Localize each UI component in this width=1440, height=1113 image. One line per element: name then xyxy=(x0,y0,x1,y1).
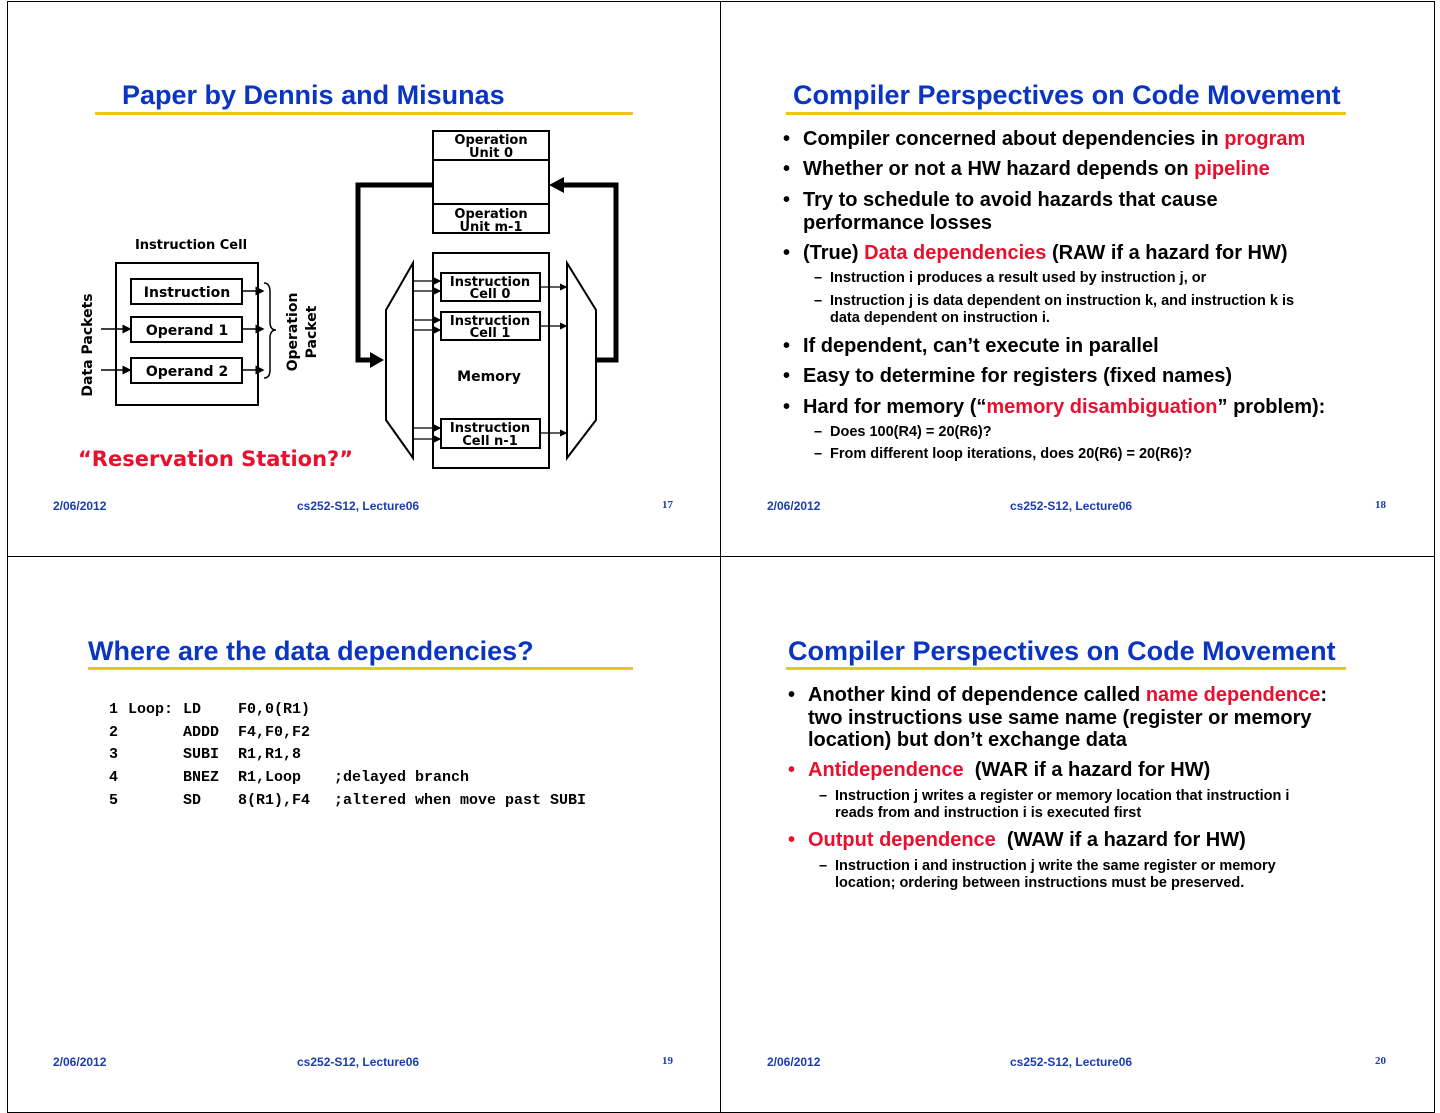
memory-label: Memory xyxy=(457,369,521,385)
sub-bullet: – From different loop iterations, does 20(R6) = 20(R6)? xyxy=(814,446,1193,462)
reservation-station-caption: “Reservation Station?” xyxy=(78,447,354,471)
cell-1-label: Instruction xyxy=(449,314,531,329)
code-operands: 8(R1),F4 xyxy=(238,791,311,809)
title-underline xyxy=(786,112,1346,115)
operation-packet-label: Packet xyxy=(304,305,320,359)
footer-course: cs252-S12, Lecture06 xyxy=(1010,499,1133,513)
op-unit-0-label: Unit 0 xyxy=(468,146,514,161)
footer-date: 2/06/2012 xyxy=(767,499,821,513)
code-opcode: ADDD xyxy=(183,723,220,741)
footer-course: cs252-S12, Lecture06 xyxy=(297,499,420,513)
cell-n1-label: Cell n-1 xyxy=(462,434,518,449)
bullet: • If dependent, can’t execute in parallel xyxy=(783,335,1159,357)
footer-course: cs252-S12, Lecture06 xyxy=(1010,1055,1133,1069)
op-unit-m1-label: Unit m-1 xyxy=(459,220,523,235)
line-number: 2 xyxy=(109,723,119,741)
sub-bullet: – Instruction j writes a register or memory location that instruction i reads from and instruction i is executed first xyxy=(819,788,1290,821)
bullet: • Output dependence (WAW if a hazard for HW) xyxy=(788,829,1246,851)
instruction-cell-label: Instruction Cell xyxy=(134,238,248,253)
line-number: 1 xyxy=(109,701,119,718)
slide-title: Compiler Perspectives on Code Movement xyxy=(788,636,1336,666)
sub-bullet: – Instruction i produces a result used by instruction j, or xyxy=(814,270,1207,286)
dataflow-diagram xyxy=(0,0,720,556)
bullet: • Antidependence (WAR if a hazard for HW) xyxy=(788,759,1211,781)
code-comment: ;altered when move past SUBI xyxy=(334,791,587,809)
feedback-arrow-right xyxy=(562,185,616,360)
operation-packet-label: Operation xyxy=(285,292,301,372)
brace xyxy=(264,283,276,378)
code-opcode: LD xyxy=(183,701,202,718)
right-switch xyxy=(567,263,596,458)
code-opcode: SUBI xyxy=(183,746,220,764)
footer-date: 2/06/2012 xyxy=(53,1055,107,1069)
op-unit-0-label: Operation xyxy=(454,133,528,148)
left-switch xyxy=(386,263,413,458)
sub-bullet: – Does 100(R4) = 20(R6)? xyxy=(814,424,992,440)
code-operands: R1,Loop xyxy=(238,769,302,787)
cell-0-label: Cell 0 xyxy=(469,287,511,302)
code-operands: F4,F0,F2 xyxy=(238,723,311,741)
footer-course: cs252-S12, Lecture06 xyxy=(297,1055,420,1069)
sub-bullet: – Instruction j is data dependent on instruction k, and instruction k is data dependent on instruction i. xyxy=(814,293,1295,326)
bullet: • Try to schedule to avoid hazards that cause performance losses xyxy=(783,189,1218,234)
bullet: • Hard for memory (“memory disambiguation” problem): xyxy=(783,396,1326,418)
slide-number: 17 xyxy=(662,499,673,511)
bullet: • Whether or not a HW hazard depends on pipeline xyxy=(783,158,1270,180)
instruction-label: Instruction xyxy=(143,285,231,301)
line-number: 5 xyxy=(109,791,119,809)
bullet: • Easy to determine for registers (fixed names) xyxy=(783,365,1233,387)
operand1-label: Operand 1 xyxy=(145,323,229,339)
code-operands: R1,R1,8 xyxy=(238,746,302,764)
bullet: • Another kind of dependence called name dependence: two instructions use same name (register or memory location) but don’t exchange data xyxy=(788,684,1328,751)
line-number: 3 xyxy=(109,746,119,764)
cell-n1-label: Instruction xyxy=(449,421,531,436)
code-comment: ;delayed branch xyxy=(334,769,470,787)
slide-title: Where are the data dependencies? xyxy=(88,636,534,666)
title-underline xyxy=(88,667,633,670)
footer-date: 2/06/2012 xyxy=(53,499,107,513)
cell-0-label: Instruction xyxy=(449,275,531,290)
bullet: • Compiler concerned about dependencies in program xyxy=(783,128,1306,150)
slide-number: 19 xyxy=(662,1055,673,1067)
bullet: • (True) Data dependencies (RAW if a hazard for HW) xyxy=(783,242,1288,264)
slide-title: Paper by Dennis and Misunas xyxy=(122,80,505,110)
op-unit-m1-label: Operation xyxy=(454,207,528,222)
code-label: Loop: xyxy=(128,701,174,718)
line-number: 4 xyxy=(109,769,119,787)
cell-1-label: Cell 1 xyxy=(469,326,511,341)
footer-date: 2/06/2012 xyxy=(767,1055,821,1069)
feedback-arrow-left xyxy=(358,185,433,360)
slide-number: 20 xyxy=(1375,1055,1386,1067)
data-packets-label: Data Packets xyxy=(80,293,96,397)
slide-title: Compiler Perspectives on Code Movement xyxy=(793,80,1341,110)
operand2-label: Operand 2 xyxy=(145,364,229,380)
sub-bullet: – Instruction i and instruction j write the same register or memory location; ordering between instructions must be preserved. xyxy=(819,858,1276,891)
code-opcode: SD xyxy=(183,791,202,809)
code-opcode: BNEZ xyxy=(183,769,220,787)
code-operands: F0,0(R1) xyxy=(238,701,311,718)
slide-number: 18 xyxy=(1375,499,1386,511)
title-underline xyxy=(786,667,1346,670)
